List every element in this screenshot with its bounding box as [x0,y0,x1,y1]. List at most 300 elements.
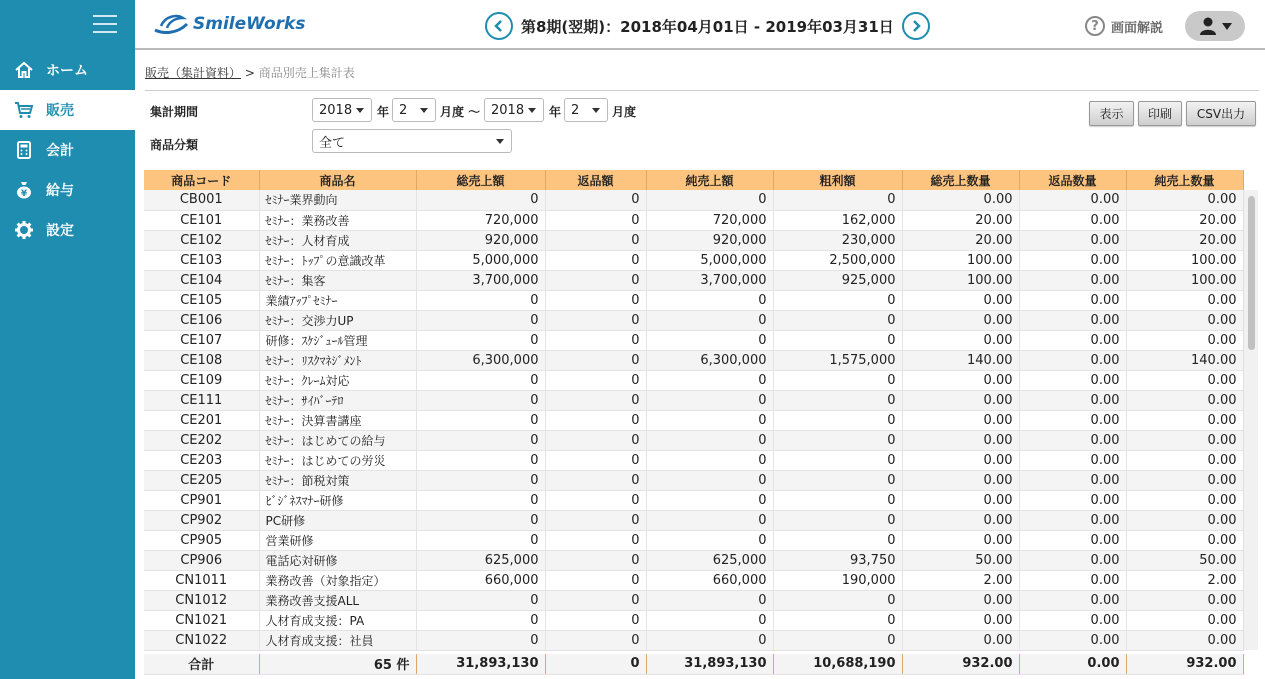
net-sales-cell: 0 [646,530,773,550]
gross-quantity-cell: 0.00 [902,390,1019,410]
returns-cell: 0 [545,190,646,210]
net-sales-cell: 0 [646,310,773,330]
logo-text: SmileWorks [193,14,306,34]
product-code-cell: CN1022 [144,630,259,650]
month-unit: 月度 [612,105,637,119]
sidebar-item-label: 設定 [46,223,74,239]
returns-cell: 0 [545,210,646,230]
net-sales-cell: 0 [646,330,773,350]
print-button[interactable]: 印刷 [1138,101,1182,126]
scrollbar-thumb[interactable] [1248,196,1255,350]
next-period-button[interactable] [902,12,930,40]
gross-profit-cell: 0 [773,470,902,490]
table-row[interactable] [144,230,1243,250]
returns-cell: 0 [545,610,646,630]
table-row[interactable] [144,330,1243,350]
gross-sales-cell: 0 [416,530,545,550]
total-returns: 0 [545,654,646,674]
from-month-value: 2 [399,102,408,118]
sidebar-item-label: 販売 [46,103,74,119]
net-quantity-cell: 0.00 [1126,410,1243,430]
gross-sales-cell: 625,000 [416,550,545,570]
net-quantity-cell: 140.00 [1126,350,1243,370]
gear-icon [14,220,34,240]
product-code-cell: CP901 [144,490,259,510]
returns-cell: 0 [545,310,646,330]
total-gross-quantity: 932.00 [902,654,1019,674]
product-code-cell: CE104 [144,270,259,290]
gross-profit-cell: 0 [773,630,902,650]
select-caret-icon [496,139,504,144]
gross-profit-cell: 0 [773,290,902,310]
sidebar-item-settings[interactable] [0,210,135,250]
total-label: 合計 [144,654,259,674]
net-sales-cell: 0 [646,630,773,650]
gross-profit-cell: 0 [773,450,902,470]
net-sales-cell: 660,000 [646,570,773,590]
gross-profit-cell: 0 [773,390,902,410]
returns-cell: 0 [545,390,646,410]
user-menu-button[interactable] [1185,11,1245,41]
column-header[interactable]: 純売上額 [646,170,773,190]
gross-sales-cell: 0 [416,410,545,430]
net-quantity-cell: 20.00 [1126,210,1243,230]
net-quantity-cell: 0.00 [1126,370,1243,390]
from-year-value: 2018 [319,102,353,118]
table-row[interactable] [144,410,1243,430]
returns-cell: 0 [545,510,646,530]
net-sales-cell: 625,000 [646,550,773,570]
gross-profit-cell: 2,500,000 [773,250,902,270]
product-code-cell: CE103 [144,250,259,270]
net-quantity-cell: 0.00 [1126,290,1243,310]
product-code-cell: CN1012 [144,590,259,610]
gross-quantity-cell: 0.00 [902,510,1019,530]
returns-cell: 0 [545,270,646,290]
product-code-cell: CN1021 [144,610,259,630]
gross-sales-cell: 0 [416,490,545,510]
table-row[interactable] [144,610,1243,630]
logo[interactable] [153,12,305,36]
select-caret-icon [356,108,364,113]
table-row[interactable] [144,430,1243,450]
column-header[interactable]: 純売上数量 [1126,170,1243,190]
returns-cell: 0 [545,530,646,550]
select-caret-icon [592,108,600,113]
gross-quantity-cell: 0.00 [902,370,1019,390]
return-quantity-cell: 0.00 [1019,210,1126,230]
gross-sales-cell: 5,000,000 [416,250,545,270]
net-quantity-cell: 0.00 [1126,610,1243,630]
svg-text:¥: ¥ [20,189,28,199]
table-row[interactable] [144,190,1243,210]
gross-quantity-cell: 0.00 [902,290,1019,310]
total-count: 65 件 [259,654,416,674]
table-row[interactable] [144,630,1243,650]
gross-sales-cell: 0 [416,370,545,390]
sidebar-item-sales[interactable] [0,90,135,130]
to-month-select[interactable] [564,98,608,122]
product-code-cell: CP906 [144,550,259,570]
return-quantity-cell: 0.00 [1019,250,1126,270]
total-gross-profit: 10,688,190 [773,654,902,674]
product-code-cell: CE108 [144,350,259,370]
table-row[interactable] [144,470,1243,490]
help-label: 画面解説 [1111,20,1164,36]
net-quantity-cell: 100.00 [1126,250,1243,270]
show-button[interactable]: 表示 [1089,101,1134,126]
return-quantity-cell: 0.00 [1019,570,1126,590]
table-row[interactable] [144,450,1243,470]
breadcrumb-separator: > [244,66,255,80]
gross-quantity-cell: 2.00 [902,570,1019,590]
chevron-right-icon [910,20,922,32]
return-quantity-cell: 0.00 [1019,510,1126,530]
gross-quantity-cell: 0.00 [902,450,1019,470]
csv-export-button[interactable]: CSV出力 [1186,101,1256,126]
user-icon [1198,16,1218,36]
returns-cell: 0 [545,250,646,270]
gross-sales-cell: 0 [416,470,545,490]
product-name-cell: ｾﾐﾅｰ：ﾄｯﾌﾟの意識改革 [259,250,416,270]
table-row[interactable] [144,290,1243,310]
product-name-cell: ｾﾐﾅｰ：ｻｲﾊﾞｰﾃﾛ [259,390,416,410]
to-month-value: 2 [571,102,580,118]
sales-summary-table [144,170,1258,679]
gross-profit-cell: 1,575,000 [773,350,902,370]
returns-cell: 0 [545,230,646,250]
table-row[interactable] [144,310,1243,330]
return-quantity-cell: 0.00 [1019,390,1126,410]
table-header-row [144,170,1243,190]
product-name-cell: ｾﾐﾅｰ：業務改善 [259,210,416,230]
gross-quantity-cell: 0.00 [902,490,1019,510]
gross-quantity-cell: 0.00 [902,410,1019,430]
net-quantity-cell: 0.00 [1126,310,1243,330]
product-name-cell: ｾﾐﾅｰ：はじめての給与 [259,430,416,450]
gross-profit-cell: 0 [773,370,902,390]
column-header[interactable]: 返品額 [545,170,646,190]
return-quantity-cell: 0.00 [1019,550,1126,570]
year-unit: 年 [549,105,562,119]
table-row[interactable] [144,270,1243,290]
gross-sales-cell: 6,300,000 [416,350,545,370]
gross-quantity-cell: 100.00 [902,250,1019,270]
product-code-cell: CE105 [144,290,259,310]
gross-profit-cell: 230,000 [773,230,902,250]
returns-cell: 0 [545,590,646,610]
breadcrumb-sales-reports-link[interactable]: 販売（集計資料） [145,66,242,80]
gross-quantity-cell: 0.00 [902,590,1019,610]
net-sales-cell: 0 [646,590,773,610]
gross-quantity-cell: 20.00 [902,210,1019,230]
gross-sales-cell: 660,000 [416,570,545,590]
net-quantity-cell: 0.00 [1126,630,1243,650]
gross-sales-cell: 0 [416,430,545,450]
gross-sales-cell: 0 [416,390,545,410]
product-code-cell: CE111 [144,390,259,410]
table-row[interactable] [144,210,1243,230]
returns-cell: 0 [545,490,646,510]
net-sales-cell: 5,000,000 [646,250,773,270]
product-name-cell: 研修：ｽｹｼﾞｭｰﾙ管理 [259,330,416,350]
total-row [144,654,1243,674]
table-row[interactable] [144,510,1243,530]
table-row[interactable] [144,350,1243,370]
category-value: 全て [319,135,346,151]
sidebar [0,0,135,679]
column-header[interactable]: 商品コード [144,170,259,190]
net-sales-cell: 0 [646,610,773,630]
product-code-cell: CP902 [144,510,259,530]
caret-down-icon [1221,21,1233,31]
divider [145,90,1259,91]
return-quantity-cell: 0.00 [1019,350,1126,370]
total-return-quantity: 0.00 [1019,654,1126,674]
gross-quantity-cell: 0.00 [902,330,1019,350]
sidebar-item-accounting[interactable] [0,130,135,170]
gross-quantity-cell: 100.00 [902,270,1019,290]
column-header[interactable]: 粗利額 [773,170,902,190]
gross-sales-cell: 0 [416,610,545,630]
net-quantity-cell: 0.00 [1126,490,1243,510]
year-unit: 年 [377,105,390,119]
gross-profit-cell: 0 [773,490,902,510]
product-name-cell: 業績ｱｯﾌﾟｾﾐﾅｰ [259,290,416,310]
returns-cell: 0 [545,570,646,590]
net-sales-cell: 920,000 [646,230,773,250]
product-code-cell: CE205 [144,470,259,490]
chevron-left-icon [493,20,505,32]
gross-sales-cell: 0 [416,630,545,650]
returns-cell: 0 [545,330,646,350]
month-range-separator: 月度 〜 [440,105,481,119]
menu-icon[interactable] [93,15,117,35]
returns-cell: 0 [545,410,646,430]
return-quantity-cell: 0.00 [1019,630,1126,650]
net-sales-cell: 0 [646,430,773,450]
gross-quantity-cell: 0.00 [902,430,1019,450]
net-sales-cell: 0 [646,290,773,310]
net-quantity-cell: 0.00 [1126,510,1243,530]
return-quantity-cell: 0.00 [1019,290,1126,310]
returns-cell: 0 [545,370,646,390]
net-sales-cell: 6,300,000 [646,350,773,370]
net-sales-cell: 0 [646,190,773,210]
gross-quantity-cell: 50.00 [902,550,1019,570]
returns-cell: 0 [545,430,646,450]
product-code-cell: CN1011 [144,570,259,590]
table-row[interactable] [144,370,1243,390]
net-quantity-cell: 20.00 [1126,230,1243,250]
gross-quantity-cell: 0.00 [902,470,1019,490]
product-name-cell: 業務改善支援ALL [259,590,416,610]
net-sales-cell: 0 [646,510,773,530]
product-name-cell: ｾﾐﾅｰ：ﾘｽｸﾏﾈｼﾞﾒﾝﾄ [259,350,416,370]
vertical-scrollbar[interactable] [1243,190,1258,650]
gross-profit-cell: 0 [773,610,902,630]
product-name-cell: ｾﾐﾅｰ：ｸﾚｰﾑ対応 [259,370,416,390]
breadcrumb [145,64,355,81]
fiscal-period-label: 第8期(翌期)：2018年04月01日 - 2019年03月31日 [521,17,894,36]
money-bag-icon [14,180,34,200]
product-name-cell: ﾋﾞｼﾞﾈｽﾏﾅｰ研修 [259,490,416,510]
return-quantity-cell: 0.00 [1019,590,1126,610]
gross-profit-cell: 0 [773,310,902,330]
gross-profit-cell: 93,750 [773,550,902,570]
sidebar-item-label: 給与 [46,183,74,199]
product-name-cell: ｾﾐﾅｰ：人材育成 [259,230,416,250]
returns-cell: 0 [545,450,646,470]
product-name-cell: ｾﾐﾅｰ：決算書講座 [259,410,416,430]
net-quantity-cell: 100.00 [1126,270,1243,290]
product-name-cell: ｾﾐﾅｰ：集客 [259,270,416,290]
table-row[interactable] [144,250,1243,270]
column-header[interactable]: 総売上額 [416,170,545,190]
sidebar-item-label: ホーム [46,63,88,79]
gross-profit-cell: 162,000 [773,210,902,230]
period-label: 集計期間 [150,105,199,119]
net-quantity-cell: 0.00 [1126,390,1243,410]
column-header[interactable]: 総売上数量 [902,170,1019,190]
product-name-cell: 人材育成支援：PA [259,610,416,630]
net-quantity-cell: 0.00 [1126,590,1243,610]
product-name-cell: ｾﾐﾅｰ：節税対策 [259,470,416,490]
gross-sales-cell: 0 [416,330,545,350]
header [135,0,1265,50]
return-quantity-cell: 0.00 [1019,190,1126,210]
home-icon [14,60,34,80]
product-name-cell: 業務改善（対象指定） [259,570,416,590]
column-header[interactable]: 商品名 [259,170,416,190]
gross-profit-cell: 0 [773,410,902,430]
product-name-cell: ｾﾐﾅｰ業界動向 [259,190,416,210]
product-name-cell: 人材育成支援：社員 [259,630,416,650]
table-row[interactable] [144,590,1243,610]
product-name-cell: ｾﾐﾅｰ：はじめての労災 [259,450,416,470]
column-header[interactable]: 返品数量 [1019,170,1126,190]
select-caret-icon [420,108,428,113]
net-sales-cell: 0 [646,450,773,470]
return-quantity-cell: 0.00 [1019,470,1126,490]
from-year-select[interactable] [312,98,372,122]
net-sales-cell: 0 [646,490,773,510]
previous-period-button[interactable] [485,12,513,40]
product-code-cell: CE203 [144,450,259,470]
sidebar-item-payroll[interactable] [0,170,135,210]
returns-cell: 0 [545,470,646,490]
cart-icon [14,100,34,120]
total-net-sales: 31,893,130 [646,654,773,674]
total-gross-sales: 31,893,130 [416,654,545,674]
table-row[interactable] [144,570,1243,590]
gross-profit-cell: 0 [773,330,902,350]
net-quantity-cell: 0.00 [1126,190,1243,210]
product-code-cell: CP905 [144,530,259,550]
category-select[interactable] [312,129,512,153]
smileworks-logo-icon [153,12,189,36]
gross-quantity-cell: 0.00 [902,610,1019,630]
gross-sales-cell: 0 [416,310,545,330]
return-quantity-cell: 0.00 [1019,430,1126,450]
gross-sales-cell: 720,000 [416,210,545,230]
gross-profit-cell: 925,000 [773,270,902,290]
product-code-cell: CE109 [144,370,259,390]
help-link[interactable] [1085,16,1163,36]
sidebar-item-label: 会計 [46,143,74,159]
gross-quantity-cell: 0.00 [902,190,1019,210]
table-row[interactable] [144,390,1243,410]
to-year-value: 2018 [491,102,525,118]
gross-sales-cell: 0 [416,290,545,310]
product-name-cell: ｾﾐﾅｰ：交渉力UP [259,310,416,330]
net-quantity-cell: 0.00 [1126,470,1243,490]
product-code-cell: CB001 [144,190,259,210]
table-row[interactable] [144,530,1243,550]
net-sales-cell: 0 [646,470,773,490]
return-quantity-cell: 0.00 [1019,410,1126,430]
sidebar-item-home[interactable] [0,50,135,90]
net-sales-cell: 720,000 [646,210,773,230]
return-quantity-cell: 0.00 [1019,490,1126,510]
net-quantity-cell: 0.00 [1126,430,1243,450]
period-navigator [485,12,930,40]
product-code-cell: CE202 [144,430,259,450]
table-row[interactable] [144,490,1243,510]
category-label: 商品分類 [150,138,199,152]
product-code-cell: CE107 [144,330,259,350]
product-code-cell: CE106 [144,310,259,330]
net-sales-cell: 3,700,000 [646,270,773,290]
net-sales-cell: 0 [646,370,773,390]
net-sales-cell: 0 [646,410,773,430]
returns-cell: 0 [545,290,646,310]
net-sales-cell: 0 [646,390,773,410]
net-quantity-cell: 0.00 [1126,530,1243,550]
gross-sales-cell: 0 [416,510,545,530]
gross-quantity-cell: 140.00 [902,350,1019,370]
product-name-cell: 電話応対研修 [259,550,416,570]
gross-profit-cell: 0 [773,510,902,530]
gross-profit-cell: 0 [773,590,902,610]
return-quantity-cell: 0.00 [1019,270,1126,290]
breadcrumb-current: 商品別売上集計表 [258,66,355,80]
help-icon: ? [1085,16,1105,36]
product-name-cell: 営業研修 [259,530,416,550]
total-net-quantity: 932.00 [1126,654,1243,674]
return-quantity-cell: 0.00 [1019,310,1126,330]
returns-cell: 0 [545,550,646,570]
product-name-cell: PC研修 [259,510,416,530]
gross-quantity-cell: 0.00 [902,530,1019,550]
gross-quantity-cell: 0.00 [902,310,1019,330]
gross-sales-cell: 920,000 [416,230,545,250]
table-row[interactable] [144,550,1243,570]
return-quantity-cell: 0.00 [1019,610,1126,630]
gross-sales-cell: 0 [416,450,545,470]
return-quantity-cell: 0.00 [1019,530,1126,550]
gross-profit-cell: 0 [773,530,902,550]
from-month-select[interactable] [392,98,436,122]
return-quantity-cell: 0.00 [1019,230,1126,250]
gross-sales-cell: 3,700,000 [416,270,545,290]
gross-sales-cell: 0 [416,190,545,210]
select-caret-icon [528,108,536,113]
gross-profit-cell: 190,000 [773,570,902,590]
gross-quantity-cell: 0.00 [902,630,1019,650]
returns-cell: 0 [545,350,646,370]
to-year-select[interactable] [484,98,544,122]
